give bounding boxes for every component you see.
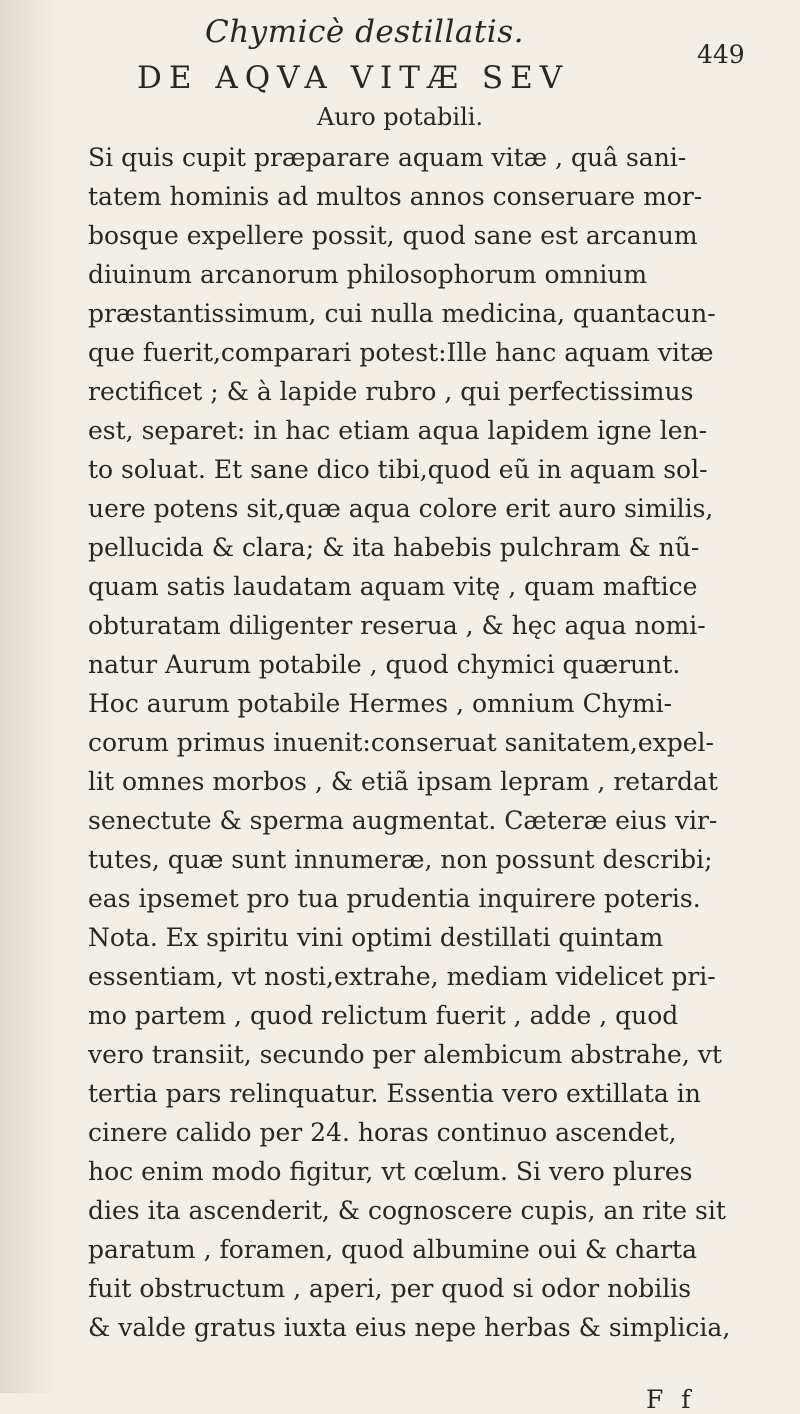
text-line: vero transiit, secundo per alembicum abstrahe, vt bbox=[88, 1040, 722, 1069]
text-line: tatem hominis ad multos annos conseruare mor- bbox=[88, 182, 703, 211]
running-head: Chymicè destillatis. bbox=[205, 14, 524, 50]
text-line: Hoc aurum potabile Hermes , omnium Chymi- bbox=[88, 689, 673, 718]
text-line: paratum , foramen, quod albumine oui & charta bbox=[88, 1235, 697, 1264]
text-line: cinere calido per 24. horas continuo ascendet, bbox=[88, 1118, 677, 1147]
page-number: 449 bbox=[697, 40, 745, 69]
text-line: eas ipsemet pro tua prudentia inquirere poteris. bbox=[88, 884, 701, 913]
text-line: lit omnes morbos , & etiã ipsam lepram , retardat bbox=[88, 767, 718, 796]
text-line: bosque expellere possit, quod sane est arcanum bbox=[88, 221, 698, 250]
text-line: fuit obstructum , aperi, per quod si odor nobilis bbox=[88, 1274, 692, 1303]
text-line: corum primus inuenit:conseruat sanitatem,expel- bbox=[88, 728, 714, 757]
text-line: & valde gratus iuxta eius nepe herbas & simplicia, bbox=[88, 1313, 731, 1342]
section-subheading: Auro potabili. bbox=[316, 103, 484, 131]
text-line: tertia pars relinquatur. Essentia vero extillata in bbox=[88, 1079, 701, 1108]
text-line: hoc enim modo figitur, vt cœlum. Si vero plures bbox=[88, 1157, 693, 1186]
text-line: mo partem , quod relictum fuerit , adde , quod bbox=[88, 1001, 679, 1030]
text-line: est, separet: in hac etiam aqua lapidem igne len- bbox=[88, 416, 708, 445]
text-line: obturatam diligenter reserua , & hęc aqua nomi- bbox=[88, 611, 706, 640]
text-line: pellucida & clara; & ita habebis pulchram & nũ- bbox=[88, 533, 700, 562]
body-text bbox=[88, 138, 748, 1347]
text-line: tutes, quæ sunt innumeræ, non possunt describi; bbox=[88, 845, 713, 874]
text-line: Nota. Ex spiritu vini optimi destillati quintam bbox=[88, 923, 664, 952]
page-edge-shadow bbox=[0, 0, 60, 1393]
text-line: dies ita ascenderit, & cognoscere cupis, an rite sit bbox=[88, 1196, 726, 1225]
text-line: to soluat. Et sane dico tibi,quod eũ in aquam sol- bbox=[88, 455, 708, 484]
text-line: senectute & sperma augmentat. Cæteræ eius vir- bbox=[88, 806, 718, 835]
section-heading: DE AQVA VITÆ SEV bbox=[137, 60, 570, 96]
text-line: quam satis laudatam aquam vitę , quam maftice bbox=[88, 572, 698, 601]
text-line: rectificet ; & à lapide rubro , qui perfectissimus bbox=[88, 377, 694, 406]
text-line: Si quis cupit præparare aquam vitæ , quâ sani- bbox=[88, 143, 687, 172]
text-line: que fuerit,comparari potest:Ille hanc aquam vitæ bbox=[88, 338, 714, 367]
text-line: diuinum arcanorum philosophorum omnium bbox=[88, 260, 648, 289]
signature-mark: F f bbox=[646, 1385, 696, 1414]
text-line: præstantissimum, cui nulla medicina, quantacun- bbox=[88, 299, 716, 328]
text-line: uere potens sit,quæ aqua colore erit auro similis, bbox=[88, 494, 714, 523]
text-line: natur Aurum potabile , quod chymici quærunt. bbox=[88, 650, 681, 679]
text-line: essentiam, vt nosti,extrahe, mediam videlicet pri- bbox=[88, 962, 716, 991]
